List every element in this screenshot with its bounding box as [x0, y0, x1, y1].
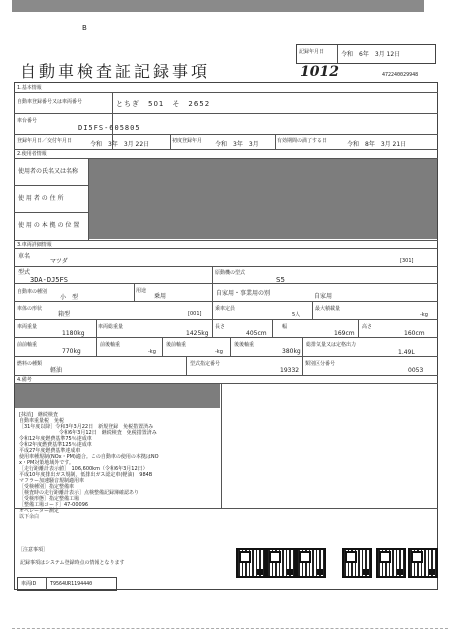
remark-line: 以下余白	[19, 514, 40, 520]
remark-line: ［検査時の走行距離計表示］点検整備記録簿確認あり	[19, 490, 140, 496]
length-value: 405cm	[246, 330, 267, 337]
notes-text: 記録事項はシステム登録時点の情報となります	[20, 560, 125, 566]
remark-line: 令和2年度燃費基準125％達成車	[19, 442, 92, 448]
qr-code	[296, 548, 326, 578]
displacement-label: 総排気量又は定格出力	[306, 342, 357, 348]
type-approval-label: 型式指定番号	[190, 361, 221, 367]
first-reg-label: 登録年月日／交付年月日	[17, 138, 73, 144]
shape-label: 車体の形状	[17, 306, 43, 312]
fr-axle-label: 前後軸重	[100, 342, 121, 348]
user-name-label: 使用者の氏名又は名称	[18, 168, 79, 175]
use-label: 用途	[136, 288, 147, 294]
fuel-value: 軽油	[50, 367, 63, 374]
remark-line: 使用車種規制(NOx・PM)適合。この自動車の使用の本拠はNO	[19, 454, 159, 460]
kind-label: 自動車の種別	[17, 289, 48, 295]
gross-value: 1425kg	[186, 330, 209, 337]
vehicle-id-value: T9564UR1194440	[50, 581, 93, 587]
gross-label: 車両総重量	[98, 324, 124, 330]
remark-line: 令和12年度燃費基準75％達成車	[19, 436, 92, 442]
issue-date-value: 令和 6年 3月 12日	[341, 51, 401, 58]
doc-number: 472240029948	[382, 72, 419, 78]
issue-date-label: 記録年月日	[299, 49, 325, 55]
car-name-code: [301]	[400, 258, 414, 264]
chassis-label: 車台番号	[17, 118, 38, 124]
height-label: 高さ	[362, 324, 373, 330]
expiry-label: 有効期間の満了する日	[277, 138, 328, 144]
remarks-list	[19, 412, 219, 520]
vehicle-id-box	[17, 577, 117, 591]
section4-heading: 4.備考	[17, 377, 32, 383]
section3-heading: 3.車両詳細情報	[17, 242, 52, 248]
capacity-label: 乗車定員	[215, 306, 236, 312]
category-value: 0053	[408, 367, 424, 374]
capacity-value: 5人	[292, 312, 301, 318]
rr-axle-value: 380kg	[282, 348, 301, 355]
page-edge-line	[12, 628, 448, 629]
qr-code	[408, 548, 438, 578]
model-label: 型式	[18, 269, 31, 276]
width-label: 幅	[282, 324, 288, 330]
vehicle-id-label: 車両ID	[21, 581, 37, 587]
rr-axle-label: 後後軸重	[234, 342, 255, 348]
chassis-value: DI5FS-605805	[78, 124, 141, 132]
reg-number-value: とちぎ 501 そ 2652	[116, 100, 211, 108]
remark-line: ［整備工場コード］47-00096	[19, 502, 89, 508]
reg-number-label: 自動車登録番号又は車両番号	[17, 99, 83, 105]
rf-axle-label: 後前軸重	[166, 342, 187, 348]
remark-line: 平成27年度燃費基準達成車	[19, 448, 81, 454]
first-inspect-value: 令和 3年 3月	[215, 141, 259, 148]
maxload-value: -kg	[420, 312, 428, 318]
remark-line: [抹消] 継続検査	[19, 412, 58, 418]
length-label: 長さ	[215, 324, 226, 330]
rf-axle-value: -kg	[215, 349, 223, 355]
width-value: 169cm	[334, 330, 355, 337]
remark-line: ［走行距離計表示値］ 106,600km（令和6年3月12日）	[19, 466, 148, 472]
ff-axle-value: 770kg	[62, 348, 81, 355]
remark-line: 令和6年3月12日 継続検査 免税措置済み	[19, 430, 157, 436]
section2-heading: 2.使用者情報	[17, 151, 47, 157]
remark-line: 自動車重量税 免税	[19, 418, 65, 424]
model-value: 3DA-DJ5FS	[30, 276, 68, 284]
section1-heading: 1.基本情報	[17, 85, 42, 91]
first-inspect-label: 初度登録年月	[172, 138, 203, 144]
ff-axle-label: 前前軸重	[17, 342, 38, 348]
purpose-label: 自家用・事業用の別	[216, 290, 271, 297]
kind-value: 小 型	[60, 294, 79, 301]
purpose-value: 自家用	[314, 293, 333, 300]
redaction-bar-top	[12, 0, 424, 12]
shape-value: 箱型	[58, 311, 71, 318]
form-letter: B	[82, 24, 87, 32]
remark-line: オペレーター測定	[19, 508, 60, 514]
car-name-label: 車名	[18, 253, 31, 260]
engine-value: S5	[276, 276, 285, 284]
displacement-value: 1.49L	[398, 349, 415, 356]
user-address-label: 使 用 者 の 住 所	[18, 195, 64, 202]
base-location-label: 使 用 の 本 拠 の 位 置	[18, 222, 80, 229]
remark-line: ［受検種別］指定整備車	[19, 484, 75, 490]
remark-line: x・PM対策地域外です。	[19, 460, 74, 466]
issue-date-box	[296, 44, 436, 64]
shape-code: [001]	[188, 311, 202, 317]
category-label: 類別区分番号	[305, 361, 336, 367]
redacted-remarks	[15, 384, 220, 408]
height-value: 160cm	[404, 330, 425, 337]
qr-code	[266, 548, 296, 578]
document-title: 自動車検査証記録事項	[20, 62, 211, 81]
qr-code	[376, 548, 406, 578]
remark-line: マフラー加速騒音規制適用車	[19, 478, 85, 484]
notes-heading: ［注意事項］	[18, 547, 49, 553]
expiry-value: 令和 8年 3月 21日	[347, 141, 407, 148]
remark-line: ［31年度以降］令和3年3月22日 新規登録 免税措置済み	[19, 424, 154, 430]
fuel-label: 燃料の種類	[17, 361, 43, 367]
maxload-label: 最大積載量	[315, 306, 341, 312]
weight-value: 1180kg	[62, 330, 85, 337]
first-reg-value: 令和 3年 3月 22日	[90, 141, 150, 148]
engine-label: 原動機の型式	[215, 270, 246, 276]
car-name-value: マツダ	[50, 258, 68, 265]
type-approval-value: 19332	[280, 367, 300, 374]
redacted-user-info	[89, 159, 437, 239]
qr-code	[342, 548, 372, 578]
use-value: 乗用	[154, 293, 167, 300]
qr-code	[236, 548, 266, 578]
fr-axle-value: -kg	[148, 349, 156, 355]
remark-line: ［受検形態］指定整備工場	[19, 496, 80, 502]
remark-line: 平成10年度排出ガス規制，低排出ガス認定車(軽油) 984B	[19, 472, 153, 478]
weight-label: 車両重量	[17, 324, 38, 330]
handwritten-number: 1012	[300, 64, 339, 80]
